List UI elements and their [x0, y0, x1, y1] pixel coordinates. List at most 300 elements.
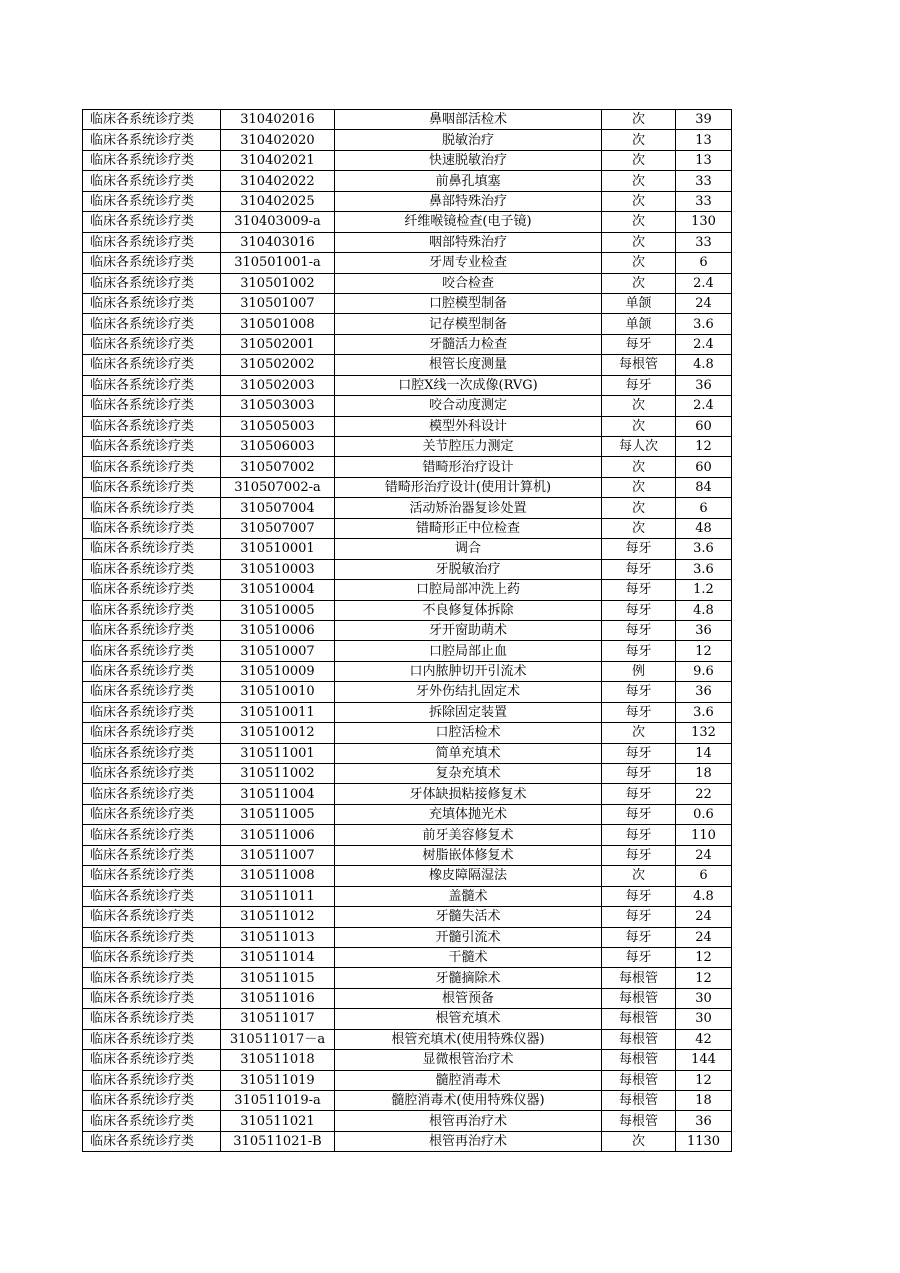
item-name-cell: 脱敏治疗: [335, 130, 602, 150]
category-cell: 临床各系统诊疗类: [83, 620, 221, 640]
category-cell: 临床各系统诊疗类: [83, 355, 221, 375]
unit-cell: 次: [602, 232, 676, 252]
item-code-cell: 310511017: [221, 1009, 335, 1029]
item-code-cell: 310510011: [221, 702, 335, 722]
price-table: [82, 109, 732, 1152]
unit-cell: 次: [602, 171, 676, 191]
item-name-cell: 牙周专业检查: [335, 253, 602, 273]
unit-cell: 每牙: [602, 620, 676, 640]
unit-cell: 次: [602, 416, 676, 436]
item-code-cell: 310511016: [221, 988, 335, 1008]
unit-cell: 次: [602, 723, 676, 743]
category-cell: 临床各系统诊疗类: [83, 1111, 221, 1131]
table-row: [83, 273, 732, 293]
item-name-cell: 咽部特殊治疗: [335, 232, 602, 252]
item-name-cell: 口腔活检术: [335, 723, 602, 743]
item-name-cell: 根管再治疗术: [335, 1131, 602, 1151]
item-code-cell: 310511015: [221, 968, 335, 988]
table-row: [83, 1050, 732, 1070]
unit-cell: 每牙: [602, 804, 676, 824]
category-cell: 临床各系统诊疗类: [83, 293, 221, 313]
item-name-cell: 鼻咽部活检术: [335, 110, 602, 130]
unit-cell: 每牙: [602, 825, 676, 845]
table-row: [83, 539, 732, 559]
price-cell: 3.6: [676, 559, 732, 579]
category-cell: 临床各系统诊疗类: [83, 1131, 221, 1151]
item-code-cell: 310402016: [221, 110, 335, 130]
item-code-cell: 310511019-a: [221, 1091, 335, 1111]
item-name-cell: 牙脱敏治疗: [335, 559, 602, 579]
table-row: [83, 253, 732, 273]
item-name-cell: 口腔模型制备: [335, 293, 602, 313]
category-cell: 临床各系统诊疗类: [83, 212, 221, 232]
price-cell: 132: [676, 723, 732, 743]
category-cell: 临床各系统诊疗类: [83, 273, 221, 293]
item-code-cell: 310507007: [221, 518, 335, 538]
item-code-cell: 310402020: [221, 130, 335, 150]
category-cell: 临床各系统诊疗类: [83, 886, 221, 906]
unit-cell: 每根管: [602, 988, 676, 1008]
table-row: [83, 784, 732, 804]
item-name-cell: 髓腔消毒术: [335, 1070, 602, 1090]
item-code-cell: 310511017－a: [221, 1029, 335, 1049]
item-name-cell: 活动矫治器复诊处置: [335, 498, 602, 518]
price-cell: 6: [676, 253, 732, 273]
category-cell: 临床各系统诊疗类: [83, 130, 221, 150]
price-cell: 24: [676, 293, 732, 313]
table-row: [83, 600, 732, 620]
item-name-cell: 口腔X线一次成像(RVG): [335, 375, 602, 395]
category-cell: 临床各系统诊疗类: [83, 437, 221, 457]
table-row: [83, 1029, 732, 1049]
category-cell: 临床各系统诊疗类: [83, 1029, 221, 1049]
item-code-cell: 310511021: [221, 1111, 335, 1131]
item-name-cell: 牙外伤结扎固定术: [335, 682, 602, 702]
item-code-cell: 310510009: [221, 661, 335, 681]
table-row: [83, 375, 732, 395]
table-row: [83, 620, 732, 640]
price-cell: 12: [676, 437, 732, 457]
unit-cell: 每牙: [602, 375, 676, 395]
table-row: [83, 293, 732, 313]
unit-cell: 次: [602, 150, 676, 170]
table-row: [83, 150, 732, 170]
table-row: [83, 825, 732, 845]
unit-cell: 次: [602, 457, 676, 477]
item-code-cell: 310511021-B: [221, 1131, 335, 1151]
unit-cell: 次: [602, 110, 676, 130]
category-cell: 临床各系统诊疗类: [83, 600, 221, 620]
item-name-cell: 干髓术: [335, 947, 602, 967]
item-name-cell: 口内脓肿切开引流术: [335, 661, 602, 681]
table-row: [83, 498, 732, 518]
item-name-cell: 前牙美容修复术: [335, 825, 602, 845]
category-cell: 临床各系统诊疗类: [83, 498, 221, 518]
category-cell: 临床各系统诊疗类: [83, 907, 221, 927]
category-cell: 临床各系统诊疗类: [83, 559, 221, 579]
category-cell: 临床各系统诊疗类: [83, 661, 221, 681]
price-cell: 33: [676, 171, 732, 191]
category-cell: 临床各系统诊疗类: [83, 641, 221, 661]
item-name-cell: 前鼻孔填塞: [335, 171, 602, 191]
item-code-cell: 310511014: [221, 947, 335, 967]
table-row: [83, 355, 732, 375]
unit-cell: 每根管: [602, 1050, 676, 1070]
item-code-cell: 310510003: [221, 559, 335, 579]
price-cell: 33: [676, 191, 732, 211]
price-cell: 60: [676, 416, 732, 436]
item-name-cell: 错畸形治疗设计(使用计算机): [335, 477, 602, 497]
unit-cell: 每牙: [602, 764, 676, 784]
price-cell: 36: [676, 1111, 732, 1131]
item-name-cell: 根管预备: [335, 988, 602, 1008]
unit-cell: 次: [602, 498, 676, 518]
category-cell: 临床各系统诊疗类: [83, 1070, 221, 1090]
unit-cell: 次: [602, 273, 676, 293]
unit-cell: 次: [602, 212, 676, 232]
item-name-cell: 调合: [335, 539, 602, 559]
item-code-cell: 310403009-a: [221, 212, 335, 232]
price-cell: 4.8: [676, 600, 732, 620]
price-cell: 13: [676, 150, 732, 170]
table-row: [83, 866, 732, 886]
unit-cell: 每牙: [602, 539, 676, 559]
item-name-cell: 牙体缺损粘接修复术: [335, 784, 602, 804]
item-code-cell: 310511007: [221, 845, 335, 865]
table-row: [83, 396, 732, 416]
price-cell: 36: [676, 375, 732, 395]
item-code-cell: 310403016: [221, 232, 335, 252]
unit-cell: 每牙: [602, 682, 676, 702]
item-name-cell: 关节腔压力测定: [335, 437, 602, 457]
table-row: [83, 886, 732, 906]
item-name-cell: 牙髓活力检查: [335, 334, 602, 354]
price-cell: 4.8: [676, 886, 732, 906]
item-name-cell: 咬合动度测定: [335, 396, 602, 416]
price-cell: 6: [676, 866, 732, 886]
category-cell: 临床各系统诊疗类: [83, 580, 221, 600]
category-cell: 临床各系统诊疗类: [83, 518, 221, 538]
category-cell: 临床各系统诊疗类: [83, 110, 221, 130]
item-name-cell: 纤维喉镜检查(电子镜): [335, 212, 602, 232]
table-row: [83, 110, 732, 130]
item-name-cell: 错畸形治疗设计: [335, 457, 602, 477]
unit-cell: 每根管: [602, 1029, 676, 1049]
price-cell: 36: [676, 682, 732, 702]
item-code-cell: 310501002: [221, 273, 335, 293]
table-row: [83, 1131, 732, 1151]
unit-cell: 每牙: [602, 907, 676, 927]
unit-cell: 每牙: [602, 845, 676, 865]
item-name-cell: 根管充填术(使用特殊仪器): [335, 1029, 602, 1049]
item-code-cell: 310511013: [221, 927, 335, 947]
item-name-cell: 鼻部特殊治疗: [335, 191, 602, 211]
price-table-sheet: [82, 109, 732, 1152]
item-code-cell: 310505003: [221, 416, 335, 436]
item-name-cell: 显微根管治疗术: [335, 1050, 602, 1070]
category-cell: 临床各系统诊疗类: [83, 396, 221, 416]
category-cell: 临床各系统诊疗类: [83, 804, 221, 824]
price-cell: 12: [676, 641, 732, 661]
unit-cell: 每牙: [602, 784, 676, 804]
table-row: [83, 171, 732, 191]
item-name-cell: 口腔局部冲洗上药: [335, 580, 602, 600]
unit-cell: 每根管: [602, 355, 676, 375]
price-cell: 22: [676, 784, 732, 804]
price-cell: 2.4: [676, 396, 732, 416]
item-name-cell: 拆除固定装置: [335, 702, 602, 722]
category-cell: 临床各系统诊疗类: [83, 927, 221, 947]
price-cell: 12: [676, 1070, 732, 1090]
table-row: [83, 641, 732, 661]
price-cell: 9.6: [676, 661, 732, 681]
price-cell: 6: [676, 498, 732, 518]
unit-cell: 每牙: [602, 641, 676, 661]
price-cell: 0.6: [676, 804, 732, 824]
item-name-cell: 根管充填术: [335, 1009, 602, 1029]
unit-cell: 单颌: [602, 293, 676, 313]
item-code-cell: 310511019: [221, 1070, 335, 1090]
table-row: [83, 580, 732, 600]
item-name-cell: 根管再治疗术: [335, 1111, 602, 1131]
unit-cell: 每人次: [602, 437, 676, 457]
item-code-cell: 310511001: [221, 743, 335, 763]
unit-cell: 每牙: [602, 559, 676, 579]
category-cell: 临床各系统诊疗类: [83, 866, 221, 886]
item-code-cell: 310507002-a: [221, 477, 335, 497]
price-cell: 24: [676, 907, 732, 927]
table-row: [83, 437, 732, 457]
unit-cell: 每根管: [602, 1009, 676, 1029]
price-cell: 4.8: [676, 355, 732, 375]
category-cell: 临床各系统诊疗类: [83, 743, 221, 763]
unit-cell: 次: [602, 253, 676, 273]
item-name-cell: 盖髓术: [335, 886, 602, 906]
item-code-cell: 310510004: [221, 580, 335, 600]
item-code-cell: 310502002: [221, 355, 335, 375]
table-row: [83, 661, 732, 681]
item-code-cell: 310506003: [221, 437, 335, 457]
unit-cell: 例: [602, 661, 676, 681]
unit-cell: 每牙: [602, 947, 676, 967]
unit-cell: 每根管: [602, 1070, 676, 1090]
price-cell: 12: [676, 968, 732, 988]
table-row: [83, 804, 732, 824]
item-name-cell: 开髓引流术: [335, 927, 602, 947]
table-row: [83, 927, 732, 947]
category-cell: 临床各系统诊疗类: [83, 1050, 221, 1070]
item-name-cell: 牙开窗助萌术: [335, 620, 602, 640]
table-row: [83, 845, 732, 865]
item-name-cell: 快速脱敏治疗: [335, 150, 602, 170]
price-cell: 42: [676, 1029, 732, 1049]
category-cell: 临床各系统诊疗类: [83, 764, 221, 784]
table-row: [83, 743, 732, 763]
item-name-cell: 错畸形正中位检查: [335, 518, 602, 538]
price-cell: 1.2: [676, 580, 732, 600]
item-code-cell: 310510005: [221, 600, 335, 620]
item-code-cell: 310510012: [221, 723, 335, 743]
item-code-cell: 310501001-a: [221, 253, 335, 273]
price-cell: 18: [676, 764, 732, 784]
category-cell: 临床各系统诊疗类: [83, 539, 221, 559]
category-cell: 临床各系统诊疗类: [83, 825, 221, 845]
price-cell: 3.6: [676, 702, 732, 722]
table-row: [83, 1009, 732, 1029]
category-cell: 临床各系统诊疗类: [83, 457, 221, 477]
table-row: [83, 191, 732, 211]
item-name-cell: 牙髓失活术: [335, 907, 602, 927]
unit-cell: 每根管: [602, 1091, 676, 1111]
category-cell: 临床各系统诊疗类: [83, 171, 221, 191]
table-row: [83, 764, 732, 784]
unit-cell: 每牙: [602, 334, 676, 354]
table-row: [83, 232, 732, 252]
item-name-cell: 口腔局部止血: [335, 641, 602, 661]
unit-cell: 每牙: [602, 600, 676, 620]
table-row: [83, 1091, 732, 1111]
price-cell: 36: [676, 620, 732, 640]
item-name-cell: 橡皮障隔湿法: [335, 866, 602, 886]
table-row: [83, 947, 732, 967]
table-row: [83, 907, 732, 927]
item-code-cell: 310511005: [221, 804, 335, 824]
price-cell: 33: [676, 232, 732, 252]
table-row: [83, 477, 732, 497]
item-name-cell: 树脂嵌体修复术: [335, 845, 602, 865]
item-code-cell: 310511002: [221, 764, 335, 784]
item-code-cell: 310510007: [221, 641, 335, 661]
price-cell: 30: [676, 1009, 732, 1029]
price-cell: 130: [676, 212, 732, 232]
item-code-cell: 310507004: [221, 498, 335, 518]
item-name-cell: 根管长度测量: [335, 355, 602, 375]
unit-cell: 每牙: [602, 886, 676, 906]
price-cell: 60: [676, 457, 732, 477]
table-row: [83, 518, 732, 538]
price-cell: 1130: [676, 1131, 732, 1151]
unit-cell: 次: [602, 866, 676, 886]
price-cell: 2.4: [676, 273, 732, 293]
price-cell: 2.4: [676, 334, 732, 354]
unit-cell: 次: [602, 1131, 676, 1151]
unit-cell: 单颌: [602, 314, 676, 334]
category-cell: 临床各系统诊疗类: [83, 314, 221, 334]
table-row: [83, 968, 732, 988]
category-cell: 临床各系统诊疗类: [83, 150, 221, 170]
price-table-body: [83, 110, 732, 1152]
table-row: [83, 130, 732, 150]
unit-cell: 每牙: [602, 743, 676, 763]
category-cell: 临床各系统诊疗类: [83, 253, 221, 273]
category-cell: 临床各系统诊疗类: [83, 723, 221, 743]
price-cell: 24: [676, 927, 732, 947]
category-cell: 临床各系统诊疗类: [83, 784, 221, 804]
item-name-cell: 充填体抛光术: [335, 804, 602, 824]
item-code-cell: 310511012: [221, 907, 335, 927]
item-name-cell: 咬合检查: [335, 273, 602, 293]
item-code-cell: 310511004: [221, 784, 335, 804]
item-name-cell: 不良修复体拆除: [335, 600, 602, 620]
item-name-cell: 髓腔消毒术(使用特殊仪器): [335, 1091, 602, 1111]
price-cell: 12: [676, 947, 732, 967]
price-cell: 84: [676, 477, 732, 497]
item-code-cell: 310510010: [221, 682, 335, 702]
price-cell: 24: [676, 845, 732, 865]
item-code-cell: 310511018: [221, 1050, 335, 1070]
table-row: [83, 559, 732, 579]
unit-cell: 次: [602, 130, 676, 150]
table-row: [83, 682, 732, 702]
item-code-cell: 310402025: [221, 191, 335, 211]
table-row: [83, 1111, 732, 1131]
table-row: [83, 702, 732, 722]
unit-cell: 每根管: [602, 968, 676, 988]
price-cell: 110: [676, 825, 732, 845]
category-cell: 临床各系统诊疗类: [83, 1091, 221, 1111]
price-cell: 3.6: [676, 539, 732, 559]
category-cell: 临床各系统诊疗类: [83, 416, 221, 436]
unit-cell: 每牙: [602, 580, 676, 600]
item-code-cell: 310510001: [221, 539, 335, 559]
item-code-cell: 310501008: [221, 314, 335, 334]
item-name-cell: 复杂充填术: [335, 764, 602, 784]
category-cell: 临床各系统诊疗类: [83, 191, 221, 211]
item-code-cell: 310511011: [221, 886, 335, 906]
table-row: [83, 416, 732, 436]
item-code-cell: 310502001: [221, 334, 335, 354]
category-cell: 临床各系统诊疗类: [83, 988, 221, 1008]
price-cell: 13: [676, 130, 732, 150]
price-cell: 14: [676, 743, 732, 763]
unit-cell: 次: [602, 396, 676, 416]
category-cell: 临床各系统诊疗类: [83, 334, 221, 354]
table-row: [83, 457, 732, 477]
table-row: [83, 314, 732, 334]
table-row: [83, 212, 732, 232]
price-cell: 48: [676, 518, 732, 538]
item-name-cell: 简单充填术: [335, 743, 602, 763]
item-name-cell: 记存模型制备: [335, 314, 602, 334]
item-code-cell: 310511006: [221, 825, 335, 845]
item-code-cell: 310501007: [221, 293, 335, 313]
item-code-cell: 310510006: [221, 620, 335, 640]
category-cell: 临床各系统诊疗类: [83, 702, 221, 722]
unit-cell: 每牙: [602, 702, 676, 722]
table-row: [83, 1070, 732, 1090]
item-code-cell: 310402022: [221, 171, 335, 191]
category-cell: 临床各系统诊疗类: [83, 682, 221, 702]
item-code-cell: 310402021: [221, 150, 335, 170]
item-code-cell: 310507002: [221, 457, 335, 477]
table-row: [83, 334, 732, 354]
unit-cell: 次: [602, 518, 676, 538]
item-code-cell: 310502003: [221, 375, 335, 395]
category-cell: 临床各系统诊疗类: [83, 947, 221, 967]
price-cell: 144: [676, 1050, 732, 1070]
category-cell: 临床各系统诊疗类: [83, 845, 221, 865]
unit-cell: 次: [602, 477, 676, 497]
price-cell: 39: [676, 110, 732, 130]
category-cell: 临床各系统诊疗类: [83, 1009, 221, 1029]
unit-cell: 每牙: [602, 927, 676, 947]
item-code-cell: 310503003: [221, 396, 335, 416]
item-code-cell: 310511008: [221, 866, 335, 886]
category-cell: 临床各系统诊疗类: [83, 968, 221, 988]
category-cell: 临床各系统诊疗类: [83, 477, 221, 497]
category-cell: 临床各系统诊疗类: [83, 375, 221, 395]
item-name-cell: 模型外科设计: [335, 416, 602, 436]
